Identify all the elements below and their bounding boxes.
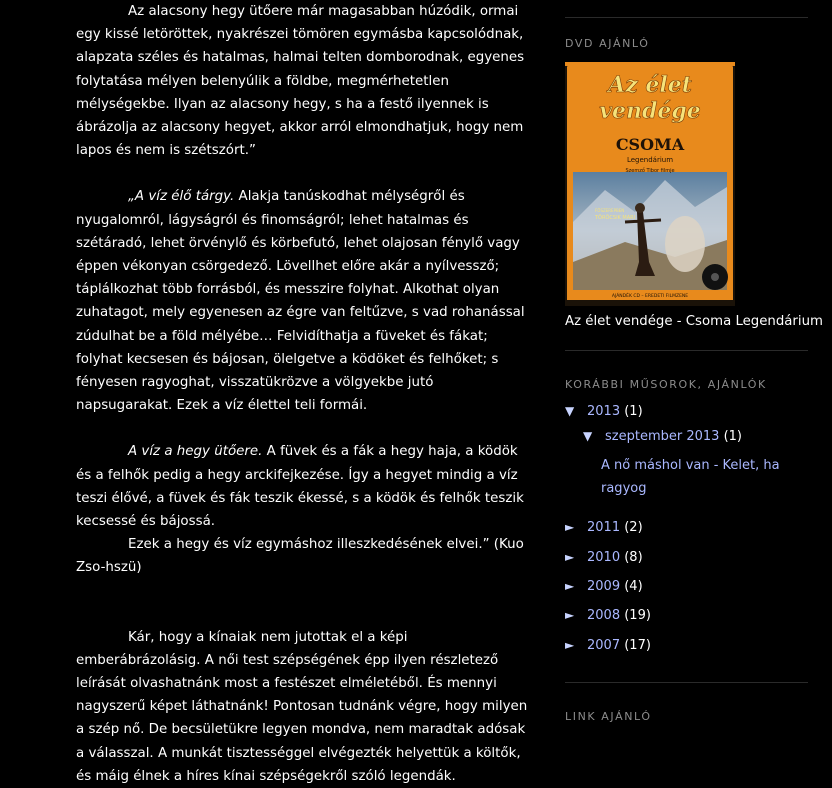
paragraph-water — [76, 185, 528, 417]
emphasis-artery: A víz a hegy ütőere. — [128, 444, 263, 460]
cover-title-line2: vendége — [599, 98, 701, 124]
collapse-toggle-icon[interactable]: ▼ — [583, 429, 593, 443]
widget-title-archive: KORÁBBI MŰSOROK, AJÁNLÓK — [565, 378, 767, 391]
archive-count: (4) — [624, 579, 643, 594]
divider — [565, 350, 808, 351]
archive-year-2013[interactable] — [565, 404, 643, 419]
cover-director: Szemző Tibor filmje — [625, 168, 675, 174]
dvd-caption: Az élet vendége - Csoma Legendárium — [565, 314, 823, 329]
cover-actor-label: FŐSZEREPBEN — [595, 208, 625, 213]
archive-month-sep-2013[interactable] — [583, 429, 742, 444]
cover-title-line1: Az élet — [608, 72, 692, 98]
archive-year-link[interactable]: 2010 — [587, 550, 621, 565]
cover-footer: AJÁNDÉK CD – EREDETI FILMZENE — [611, 294, 689, 299]
archive-month-link[interactable]: szeptember 2013 — [605, 429, 720, 444]
paragraph-artery — [76, 440, 528, 533]
paragraph-artery-text: A füvek és a fák a hegy haja, a ködök és a felhők pedig a hegy arckifejkezése. Így a hegyet mindig a víz teszi élővé, a füvek és fák teszik ékessé, s a ködök és felhők teszik kecsessé és bájossá. — [76, 444, 524, 530]
archive-year-link[interactable]: 2013 — [587, 404, 621, 419]
archive-year-link[interactable]: 2008 — [587, 608, 621, 623]
expand-toggle-icon[interactable]: ► — [565, 608, 575, 622]
archive-year-2011[interactable] — [565, 520, 643, 535]
paragraph-water-text: Alakja tanúskodhat mélységről és nyugalomról, lágyságról és finomságról; lehet hatalmas és szétáradó, lehet örvénylő és körbefutó, lehet olajosan fénylő vagy éppen vékonyan csörgedező. Lövellhet előre akár a nyílvessző; táplálkozhat több forrásból, és messzire folyhat. Alkothat olyan zuhatagot, mely egyenesen az égre van feltűzve, s vad rohanással zúdulhat be a föld mélyébe… Felvidíthatja a füveket és fákat; folyhat kecsesen és bájosan, ölelgetve a ködöket és felhőket; s fényesen ragyoghat, visszatükrözve a völgyekbe jutó napsugarakat. Ezek a víz élettel teli formái. — [76, 189, 525, 414]
archive-year-link[interactable]: 2007 — [587, 638, 621, 653]
cover-actor: TÖRÖCSIK MARI — [595, 215, 636, 221]
expand-toggle-icon[interactable]: ► — [565, 550, 575, 564]
post-body — [76, 0, 528, 788]
archive-year-link[interactable]: 2011 — [587, 520, 621, 535]
expand-toggle-icon[interactable]: ► — [565, 638, 575, 652]
cover-subtitle: Legendárium — [626, 156, 674, 164]
paragraph-mountain: Az alacsony hegy ütőere már magasabban húzódik, ormai egy kissé letöröttek, nyakrészei tömören egymásba kapcsolódnak, alapzata széles és hatalmas, halmai telten domborodnak, egyenes folytatása mélyen belenyúlik a földbe, megmérhetetlen mélységekbe. Ilyan az alacsony hegy, s ha a festő ilyennek is ábrázolja az alacsony hegyet, akkor arról elmondhatjuk, hogy nem lapos és nem is szétszórt.” — [76, 4, 525, 159]
archive-post-link[interactable]: A nő máshol van - Kelet, ha ragyog — [601, 458, 780, 496]
expand-toggle-icon[interactable]: ► — [565, 579, 575, 593]
archive-count: (8) — [624, 550, 643, 565]
widget-title-links: LINK AJÁNLÓ — [565, 710, 652, 723]
archive-count: (1) — [624, 404, 643, 419]
archive-count: (17) — [624, 638, 651, 653]
cover-name: CSOMA — [615, 135, 685, 154]
expand-toggle-icon[interactable]: ► — [565, 520, 575, 534]
archive-year-2009[interactable] — [565, 579, 643, 594]
archive-count: (1) — [723, 429, 742, 444]
emphasis-water: „A víz élő tárgy. — [128, 189, 235, 205]
archive-count: (2) — [624, 520, 643, 535]
archive-count: (19) — [624, 608, 651, 623]
archive-year-2010[interactable] — [565, 550, 643, 565]
archive-year-2007[interactable] — [565, 638, 651, 653]
paragraph-principles: Ezek a hegy és víz egymáshoz illeszkedésének elvei.” (Kuo Zso-hszü) — [76, 537, 524, 576]
divider — [565, 682, 808, 683]
paragraph-beauty: Kár, hogy a kínaiak nem jutottak el a képi emberábrázolásig. A női test szépségének épp ilyen részletező leírását olvashatnánk most a festészet elméletéből. És mennyi nagyszerű képet láthatnánk! Pontosan tudnánk végre, hogy milyen a szép nő. De becsületükre legyen mondva, nem maradtak adósak a válasszal. A munkát tisztességgel elvégezték helyettük a költők, és máig élnek a híres kínai szépségekről szóló legendák. — [76, 629, 528, 784]
archive-year-2008[interactable] — [565, 608, 651, 623]
divider — [565, 17, 808, 18]
archive-year-link[interactable]: 2009 — [587, 579, 621, 594]
widget-title-dvd: DVD AJÁNLÓ — [565, 37, 650, 50]
dvd-cover-image[interactable] — [565, 62, 735, 306]
collapse-toggle-icon[interactable]: ▼ — [565, 404, 575, 418]
